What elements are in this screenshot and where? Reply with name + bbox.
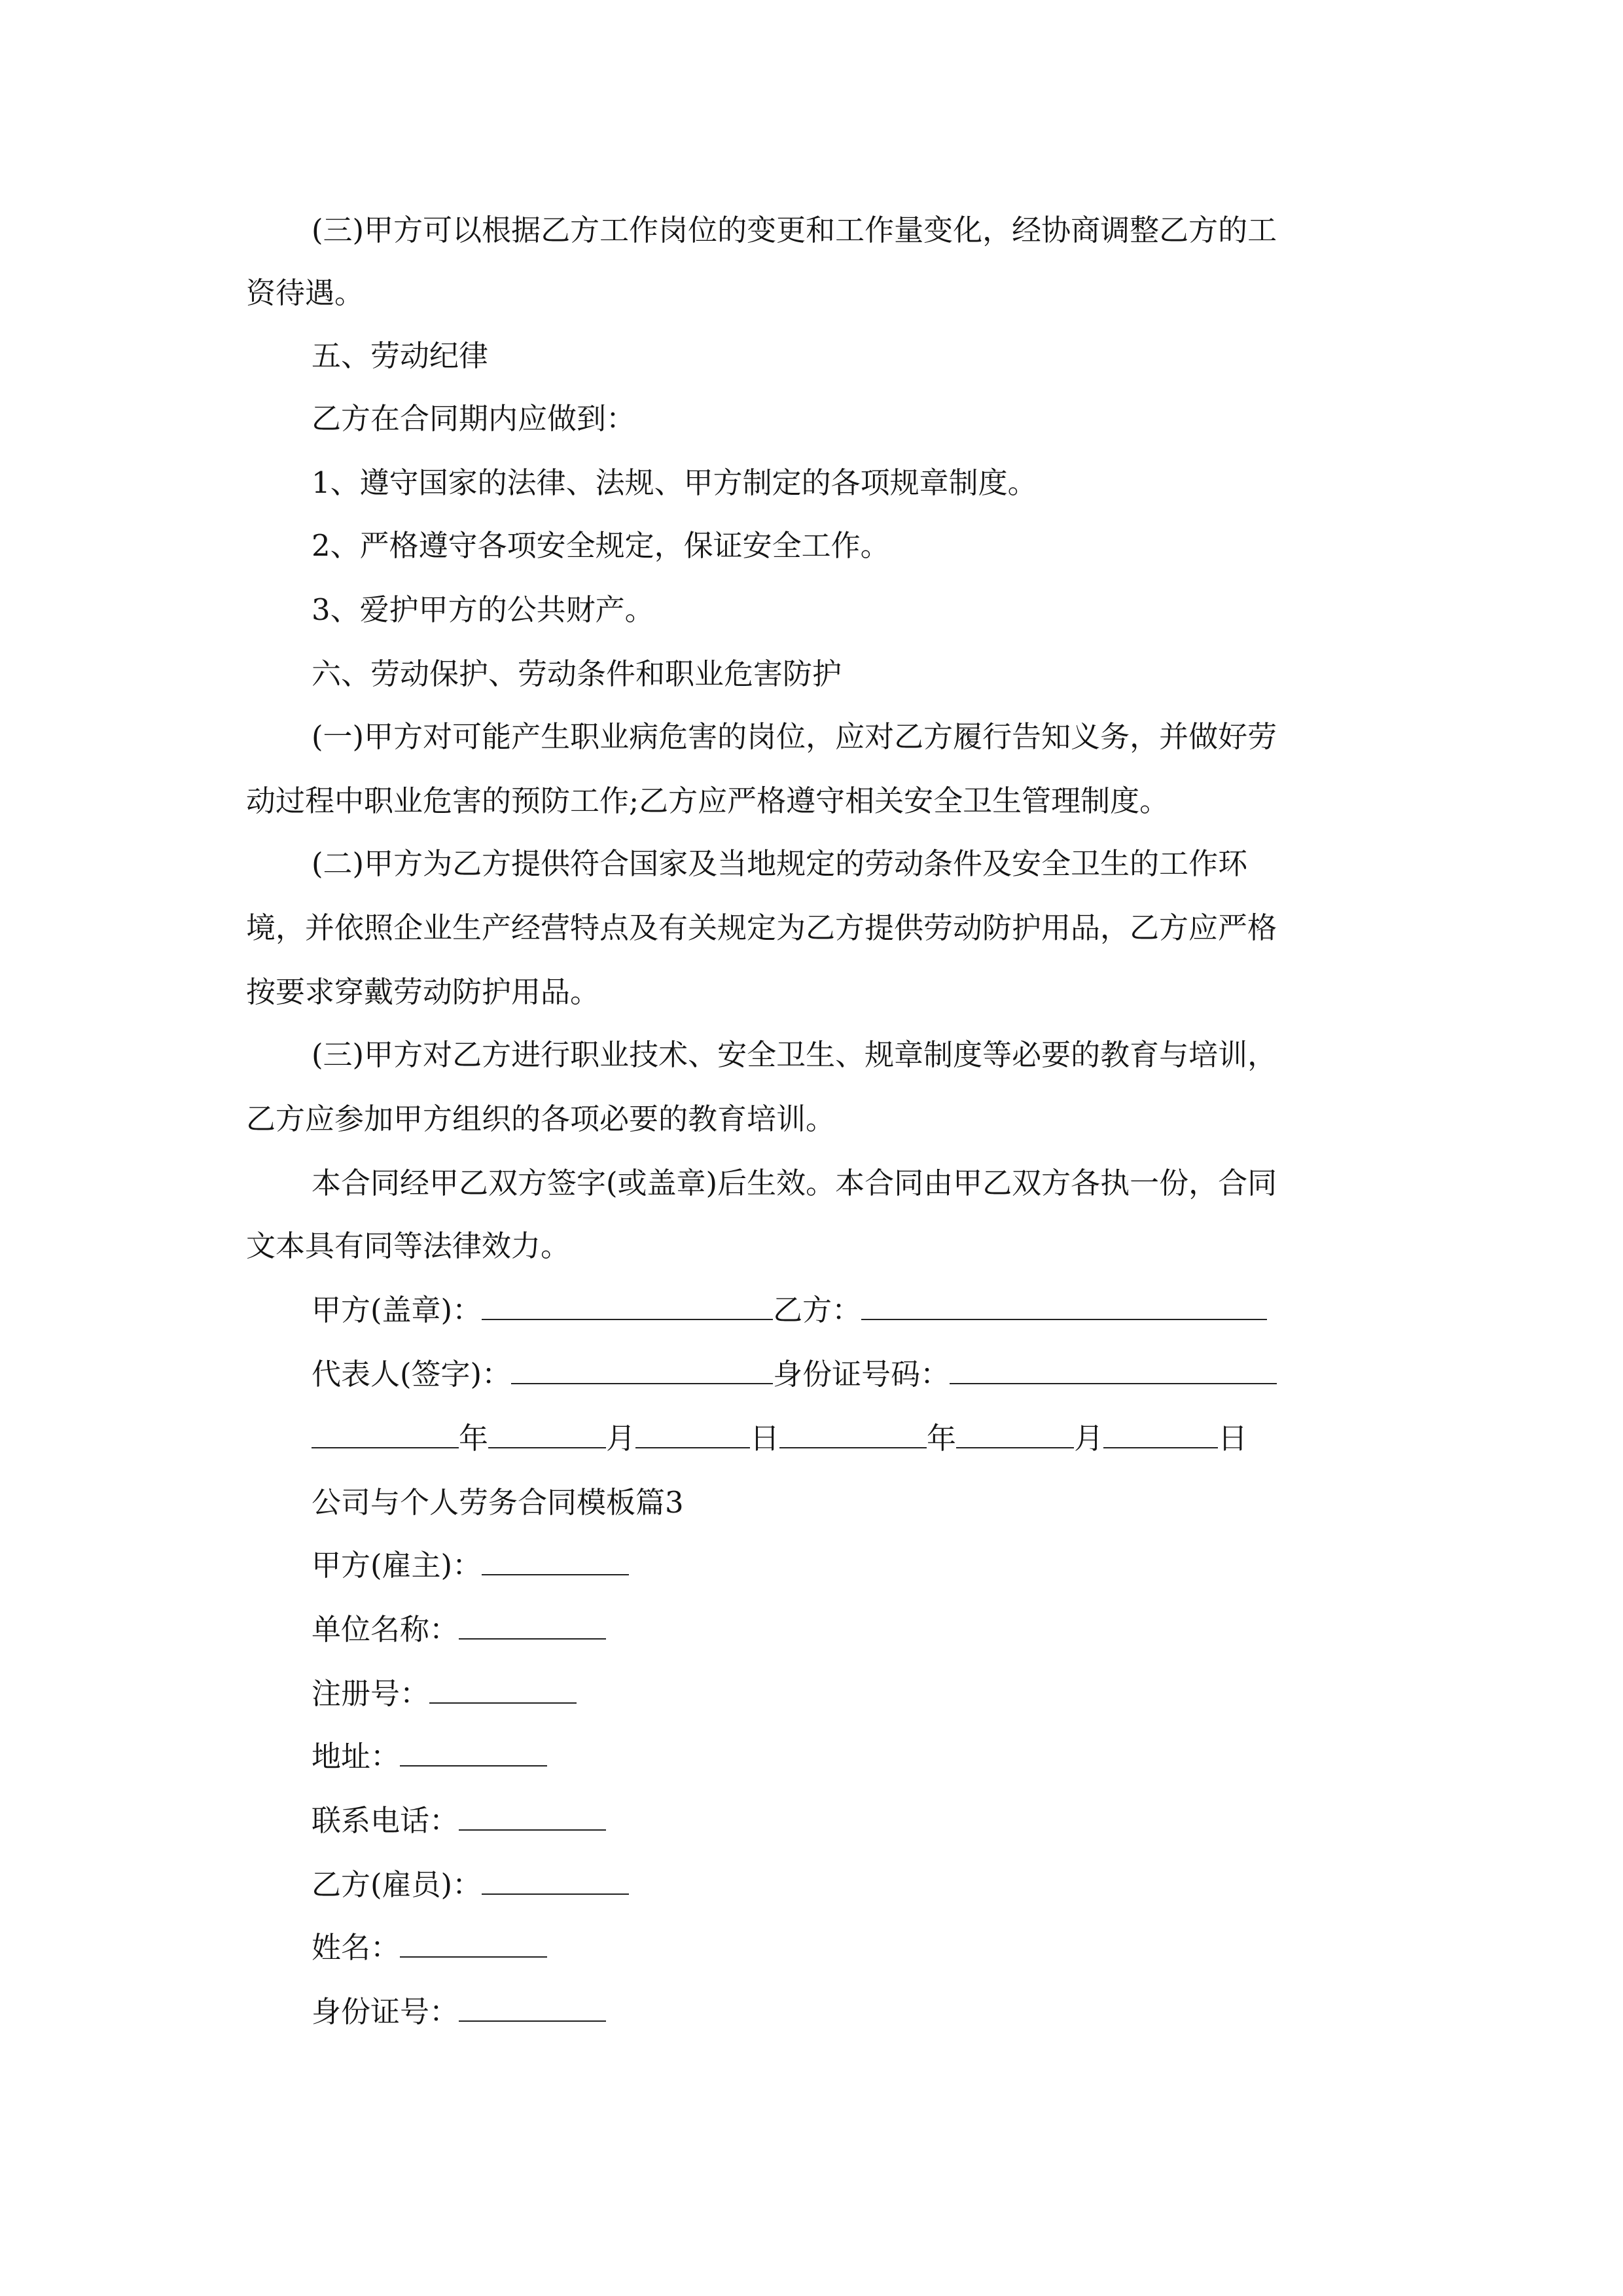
year-label: 年 [459, 1421, 489, 1456]
representative-label: 代表人(签字)： [312, 1357, 512, 1391]
company-row [312, 1610, 606, 1649]
phone-row [312, 1801, 606, 1840]
party-a-blank[interactable] [482, 1293, 773, 1320]
party-a-label: 甲方(盖章)： [312, 1293, 482, 1327]
section-heading: 五、劳动纪律 [312, 338, 489, 373]
address-blank[interactable] [400, 1739, 547, 1767]
name-blank[interactable] [400, 1930, 547, 1958]
registration-blank[interactable] [429, 1676, 577, 1704]
year-blank-2[interactable] [779, 1421, 927, 1448]
id-number-label: 身份证号码： [773, 1357, 950, 1391]
signature-row-rep [312, 1355, 1277, 1394]
paragraph-line: (一)甲方对可能产生职业病危害的岗位，应对乙方履行告知义务，并做好劳 [312, 719, 1277, 754]
paragraph-line: (三)甲方对乙方进行职业技术、安全卫生、规章制度等必要的教育与培训， [312, 1037, 1277, 1072]
registration-row [312, 1674, 577, 1713]
registration-label: 注册号： [312, 1676, 430, 1711]
year-blank[interactable] [312, 1421, 459, 1448]
signature-row-party [312, 1291, 1267, 1330]
paragraph-line: 本合同经甲乙双方签字(或盖章)后生效。本合同由甲乙双方各执一份，合同 [312, 1166, 1277, 1200]
month-label-2: 月 [1074, 1421, 1104, 1456]
employer-label: 甲方(雇主)： [312, 1548, 482, 1583]
template-title: 公司与个人劳务合同模板篇3 [312, 1485, 684, 1520]
company-blank[interactable] [459, 1612, 606, 1640]
month-blank[interactable] [488, 1421, 606, 1448]
month-blank-2[interactable] [956, 1421, 1074, 1448]
address-row [312, 1737, 547, 1776]
company-label: 单位名称： [312, 1612, 459, 1647]
paragraph-line: 境，并依照企业生产经营特点及有关规定为乙方提供劳动防护用品，乙方应严格 [246, 910, 1277, 945]
phone-blank[interactable] [459, 1803, 606, 1831]
day-blank-2[interactable] [1103, 1421, 1218, 1448]
employee-row [312, 1865, 629, 1905]
employer-blank[interactable] [482, 1548, 629, 1575]
paragraph-line: 动过程中职业危害的预防工作;乙方应严格遵守相关安全卫生管理制度。 [246, 783, 1169, 818]
party-b-label: 乙方： [773, 1293, 862, 1327]
employee-blank[interactable] [482, 1867, 629, 1895]
paragraph-line: 资待遇。 [246, 276, 365, 310]
list-item: 2、严格遵守各项安全规定，保证安全工作。 [312, 528, 890, 563]
id-blank[interactable] [459, 1994, 606, 2022]
year-label-2: 年 [927, 1421, 957, 1456]
id-row [312, 1992, 606, 2032]
representative-blank[interactable] [511, 1357, 773, 1384]
employer-row [312, 1546, 629, 1585]
paragraph-line: 乙方在合同期内应做到： [312, 401, 636, 436]
list-item: 3、爱护甲方的公共财产。 [312, 592, 654, 627]
id-number-blank[interactable] [950, 1357, 1277, 1384]
section-heading: 六、劳动保护、劳动条件和职业危害防护 [312, 656, 842, 691]
employee-label: 乙方(雇员)： [312, 1867, 482, 1902]
paragraph-line: (三)甲方可以根据乙方工作岗位的变更和工作量变化，经协商调整乙方的工 [312, 213, 1277, 247]
month-label: 月 [606, 1421, 636, 1456]
paragraph-line: 按要求穿戴劳动防护用品。 [246, 975, 600, 1009]
name-label: 姓名： [312, 1930, 401, 1965]
party-b-blank[interactable] [861, 1293, 1267, 1320]
day-blank[interactable] [635, 1421, 750, 1448]
signature-row-date [312, 1419, 1247, 1458]
id-label: 身份证号： [312, 1994, 459, 2029]
paragraph-line: (二)甲方为乙方提供符合国家及当地规定的劳动条件及安全卫生的工作环 [312, 846, 1248, 881]
paragraph-line: 乙方应参加甲方组织的各项必要的教育培训。 [246, 1102, 836, 1136]
paragraph-line: 文本具有同等法律效力。 [246, 1229, 571, 1263]
name-row [312, 1928, 547, 1967]
day-label-2: 日 [1218, 1421, 1248, 1456]
phone-label: 联系电话： [312, 1803, 459, 1838]
list-item: 1、遵守国家的法律、法规、甲方制定的各项规章制度。 [312, 465, 1037, 500]
day-label: 日 [750, 1421, 780, 1456]
address-label: 地址： [312, 1739, 401, 1774]
